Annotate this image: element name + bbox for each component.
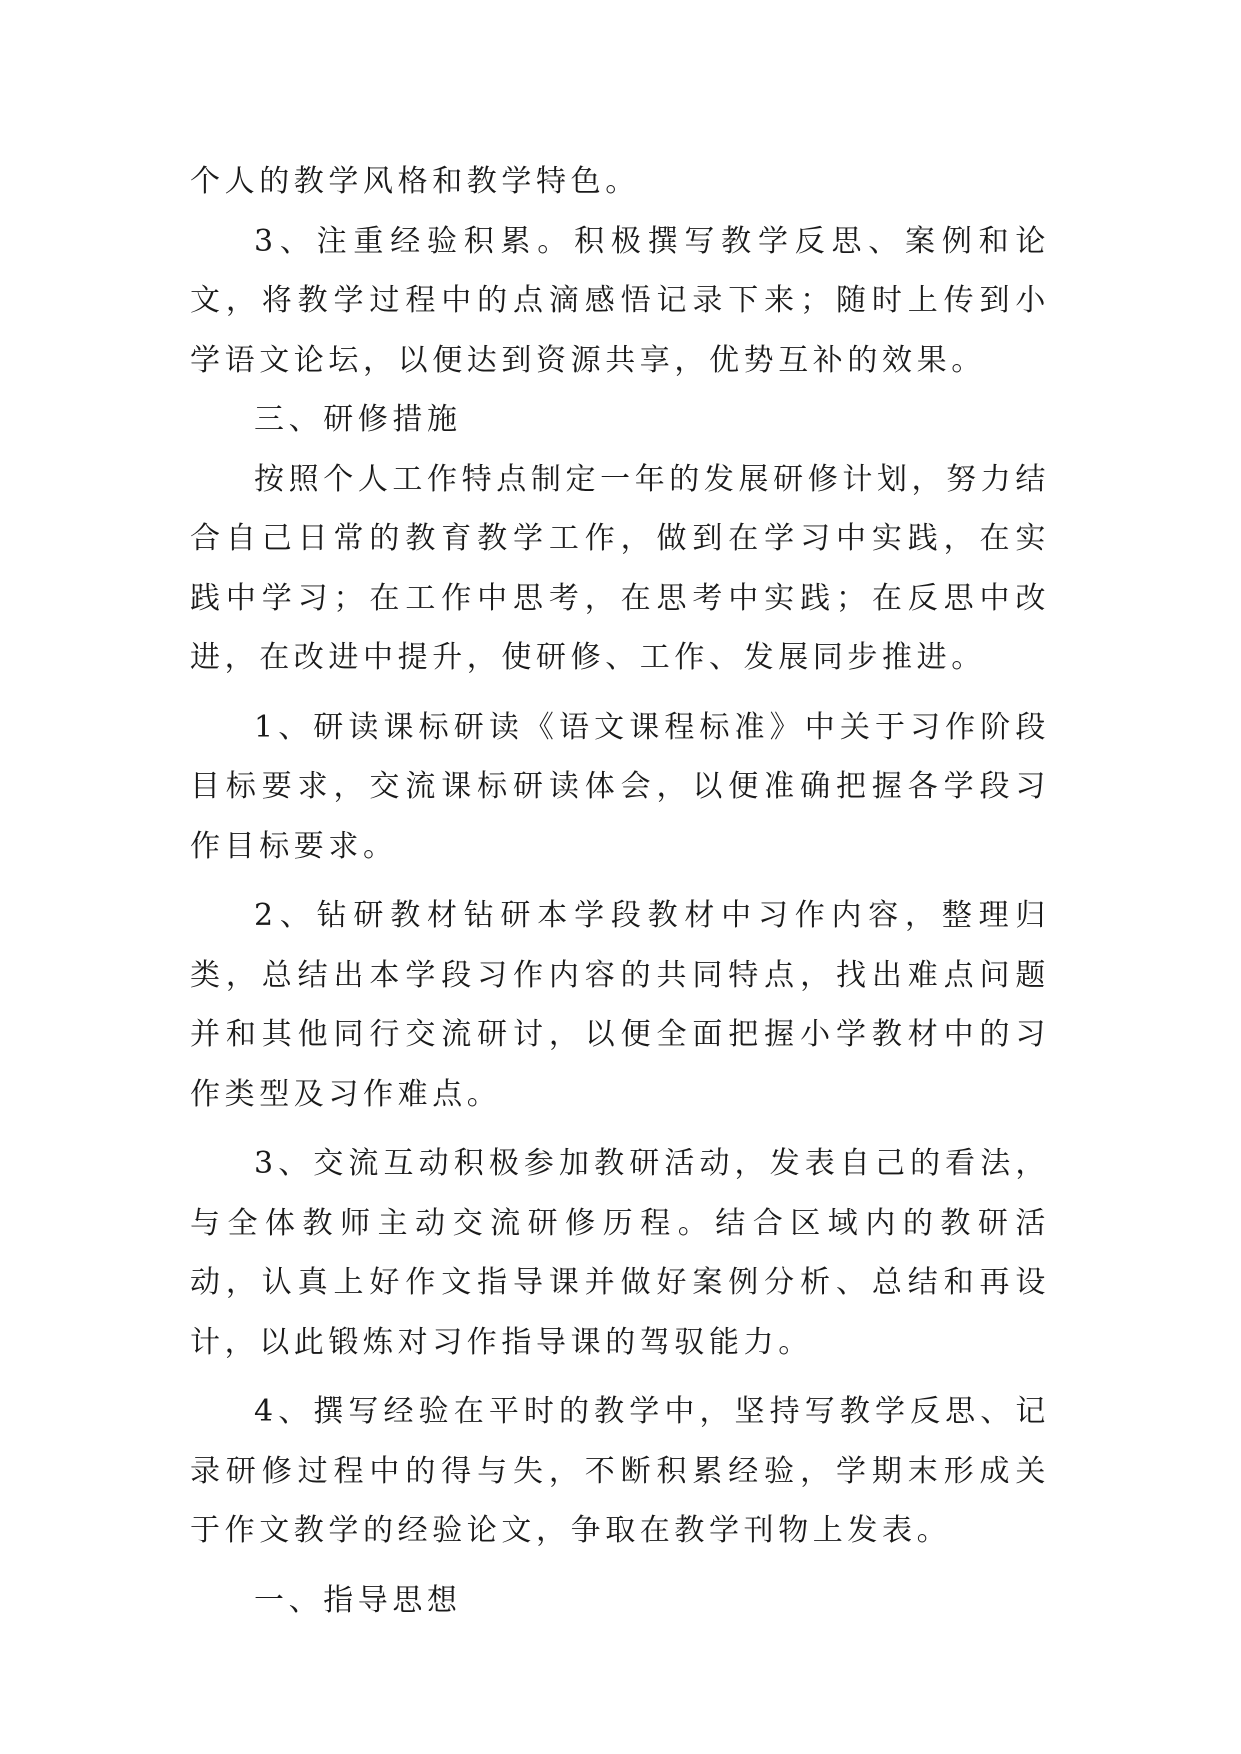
paragraph-study-standards: 1、研读课标研读《语文课程标准》中关于习作阶段目标要求，交流课标研读体会，以便准确把握各学段习作目标要求。 <box>190 709 1050 864</box>
paragraph-write-experience: 4、撰写经验在平时的教学中，坚持写教学反思、记录研修过程中的得与失，不断积累经验，学期末形成关于作文教学的经验论文，争取在教学刊物上发表。 <box>190 1394 1050 1548</box>
paragraph-exchange-interaction: 3、交流互动积极参加教研活动，发表自己的看法，与全体教师主动交流研修历程。结合区域内的教研活动，认真上好作文指导课并做好案例分析、总结和再设计，以此锻炼对习作指导课的驾驭能力。 <box>190 1146 1050 1360</box>
section-heading-measures: 三、研修措施 <box>254 402 462 437</box>
paragraph-study-materials: 2、钻研教材钻研本学段教材中习作内容，整理归类，总结出本学段习作内容的共同特点，找出难点问题并和其他同行交流研讨，以便全面把握小学教材中的习作类型及习作难点。 <box>190 898 1050 1112</box>
document-body <box>190 152 1050 1630</box>
paragraph-continuation: 个人的教学风格和教学特色。 <box>190 164 640 199</box>
paragraph-experience-accumulation: 3、注重经验积累。积极撰写教学反思、案例和论文，将教学过程中的点滴感悟记录下来；随时上传到小学语文论坛，以便达到资源共享，优势互补的效果。 <box>190 223 1050 378</box>
paragraph-plan-overview: 按照个人工作特点制定一年的发展研修计划，努力结合自己日常的教育教学工作，做到在学习中实践，在实践中学习；在工作中思考，在思考中实践；在反思中改进，在改进中提升，使研修、工作、发展同步推进。 <box>190 461 1050 675</box>
section-heading-guiding-thought: 一、指导思想 <box>254 1582 462 1618</box>
